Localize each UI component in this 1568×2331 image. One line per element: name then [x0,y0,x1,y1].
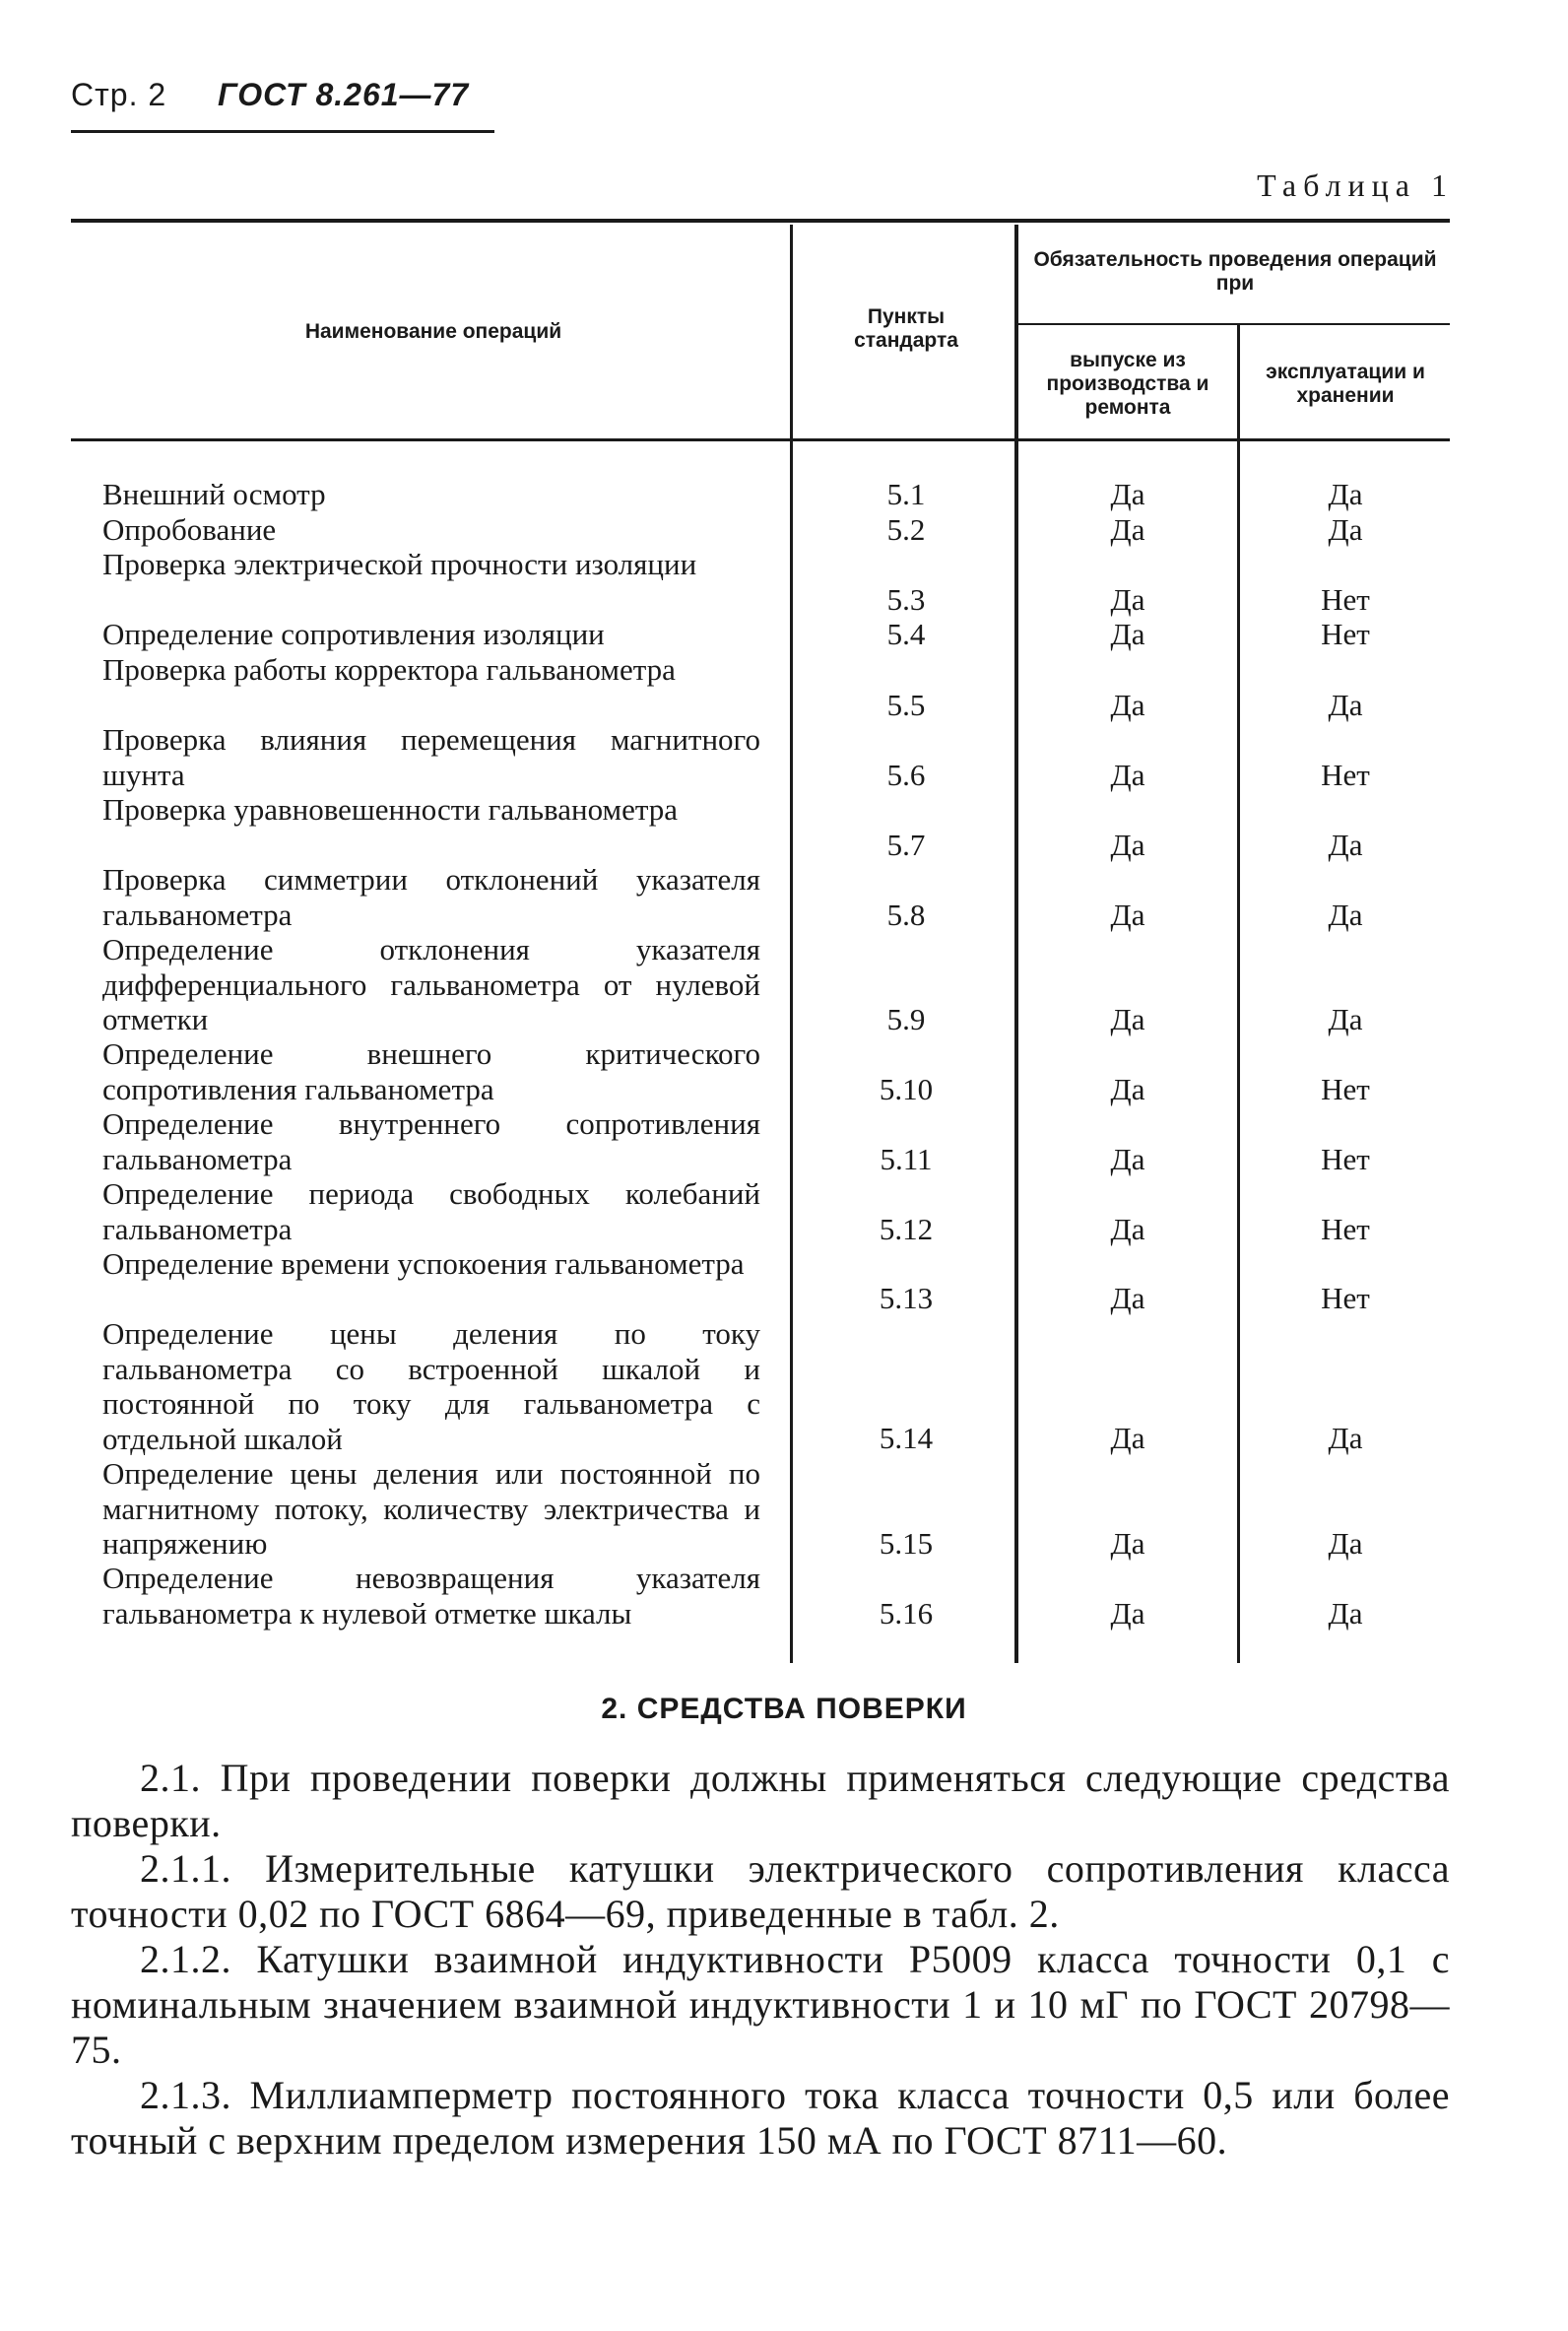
clause-cell: 5.3 [886,582,926,617]
op-name: Определение сопротивления изоляции [102,617,605,651]
release-cell: Да [1110,758,1145,792]
service-cell: Нет [1321,758,1370,792]
paragraph [71,1846,1450,1937]
paragraph [71,1937,1450,2073]
op-name: Определение цены деления по току гальванометра со встроенной шкалой и постоянной по току для гальванометра с отдельной шкалой [102,1316,760,1456]
table-row [71,792,760,828]
clause-cell: 5.5 [886,688,926,722]
release-cell: Да [1110,688,1145,722]
table-row [71,512,760,548]
header-service: эксплуатации и хранении [1266,361,1425,407]
service-cell: Да [1328,477,1363,511]
service-cell: Да [1328,1596,1363,1631]
table-label: Таблица 1 [1257,167,1454,203]
op-name: Определение внешнего критического сопротивления гальванометра [102,1036,760,1106]
table-row [71,1036,760,1106]
clause-cell: 5.4 [886,617,926,651]
service-cell: Нет [1321,1212,1370,1246]
clause-cell: 5.16 [879,1596,934,1631]
clause-cell: 5.14 [879,1421,934,1455]
table-row [71,1561,760,1631]
clause-cell: 5.9 [886,1002,926,1036]
op-name: Проверка уравновешенности гальванометра [102,792,679,827]
table-row [71,1246,760,1282]
release-cell: Да [1110,617,1145,651]
release-cell: Да [1110,1596,1145,1631]
op-name: Определение периода свободных колебаний гальванометра [102,1176,760,1246]
service-cell: Нет [1321,1142,1370,1176]
clause-cell: 5.2 [886,512,926,547]
service-cell: Да [1328,1526,1363,1561]
release-cell: Да [1110,512,1145,547]
service-cell: Нет [1321,1281,1370,1315]
clause-cell: 5.7 [886,828,926,862]
release-cell: Да [1110,828,1145,862]
table-row [71,1106,760,1176]
table-row [71,1316,760,1456]
clause-cell: 5.13 [879,1281,934,1315]
release-cell: Да [1110,477,1145,511]
service-cell: Нет [1321,582,1370,617]
release-cell: Да [1110,1002,1145,1036]
section-title: 2. СРЕДСТВА ПОВЕРКИ [601,1693,967,1725]
document-code: ГОСТ 8.261—77 [218,77,470,112]
table-row [71,652,760,688]
paragraph [71,1756,1450,1846]
header-operation: Наименование операций [304,320,562,343]
table-row [71,617,760,652]
col-divider-2 [1014,225,1018,1663]
op-name: Определение цены деления или постоянной по магнитному потоку, количеству электричества и напряжению [102,1456,760,1561]
op-name: Определение внутреннего сопротивления гальванометра [102,1106,760,1176]
op-name: Определение отклонения указателя дифференциального гальванометра от нулевой отметки [102,932,760,1036]
op-name: Проверка симметрии отклонений указателя гальванометра [102,862,760,932]
op-name: Определение невозвращения указателя гальванометра к нулевой отметке шкалы [102,1561,760,1631]
release-cell: Да [1110,582,1145,617]
table-row [71,1176,760,1246]
clause-cell: 5.1 [886,477,926,511]
service-cell: Нет [1321,617,1370,651]
service-cell: Да [1328,828,1363,862]
release-cell: Да [1110,1072,1145,1106]
clause-cell: 5.6 [886,758,926,792]
op-name: Опробование [102,512,277,547]
page-label: Стр. 2 [71,77,167,112]
header-required: Обязательность проведения операций при [1033,248,1437,295]
op-name: Проверка работы корректора гальванометра [102,652,676,687]
paragraph-text: 2.1.3. Миллиамперметр постоянного тока класса точности 0,5 или более точный с верхним пределом измерения 150 мА по ГОСТ 8711—60. [71,2073,1450,2163]
table-row [71,932,760,1037]
service-cell: Да [1328,1002,1363,1036]
release-cell: Да [1110,898,1145,932]
header-clause: Пункты стандарта [854,305,958,352]
page-header [71,77,469,113]
op-name: Проверка электрической прочности изоляции [102,547,697,581]
clause-cell: 5.15 [879,1526,934,1561]
paragraph-text: 2.1. При проведении поверки должны применяться следующие средства поверки. [71,1756,1450,1845]
release-cell: Да [1110,1421,1145,1455]
paragraph-text: 2.1.2. Катушки взаимной индуктивности Р5009 класса точности 0,1 с номинальным значением взаимной индуктивности 1 и 10 мГ по ГОСТ 20798—75. [71,1937,1450,2072]
paragraph-text: 2.1.1. Измерительные катушки электрического сопротивления класса точности 0,02 по ГОСТ 6864—69, приведенные в табл. 2. [71,1846,1450,1936]
service-cell: Да [1328,688,1363,722]
clause-cell: 5.12 [879,1212,934,1246]
table-row [71,1456,760,1562]
header-bottom-rule [71,438,1450,441]
service-cell: Да [1328,898,1363,932]
release-cell: Да [1110,1281,1145,1315]
header-underline [71,130,494,133]
table-top-rule [71,219,1450,223]
clause-cell: 5.8 [886,898,926,932]
required-subheader-rule [1018,323,1450,325]
clause-cell: 5.10 [879,1072,934,1106]
service-cell: Да [1328,512,1363,547]
release-cell: Да [1110,1526,1145,1561]
service-cell: Нет [1321,1072,1370,1106]
op-name: Внешний осмотр [102,477,326,511]
table-row [71,722,760,792]
clause-cell: 5.11 [880,1142,933,1176]
service-cell: Да [1328,1421,1363,1455]
table-row [71,862,760,932]
release-cell: Да [1110,1212,1145,1246]
header-release: выпуске из производства и ремонта [1046,349,1209,419]
op-name: Определение времени успокоения гальванометра [102,1246,745,1281]
col-divider-3 [1237,325,1240,1663]
op-name: Проверка влияния перемещения магнитного шунта [102,722,760,792]
table-row [71,477,760,512]
release-cell: Да [1110,1142,1145,1176]
table-row [71,547,760,582]
paragraph [71,2073,1450,2164]
col-divider-1 [790,225,793,1663]
